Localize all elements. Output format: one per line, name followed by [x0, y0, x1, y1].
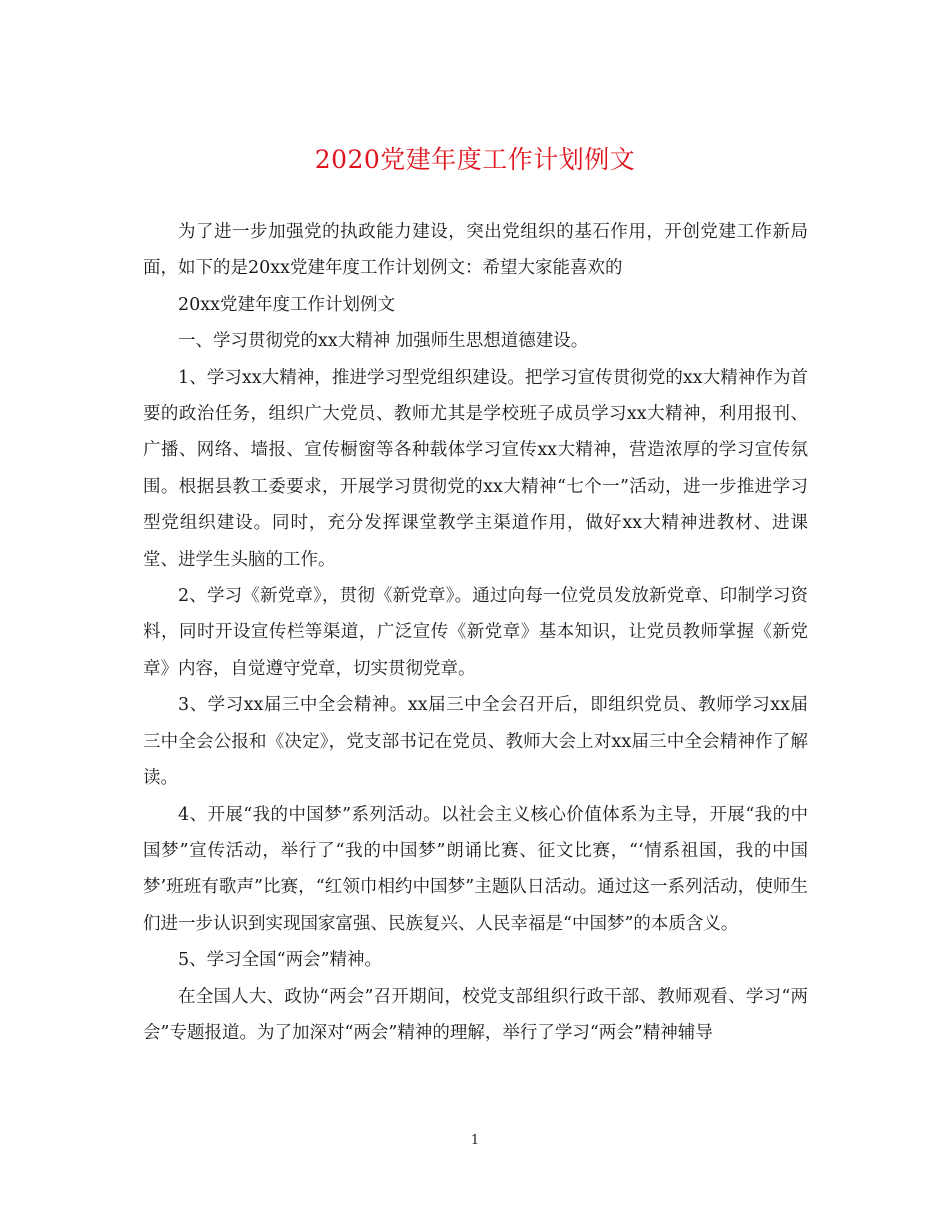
item-paragraph-1: 1、学习xx大精神，推进学习型党组织建设。把学习宣传贯彻党的xx大精神作为首要的政治任务，组织广大党员、教师尤其是学校班子成员学习xx大精神，利用报刊、广播、网络、墙报、宣传橱窗等各种载体学习宣传xx大精神，营造浓厚的学习宣传氛围。根据县教工委要求，开展学习贯彻党的xx大精神“七个一”活动，进一步推进学习型党组织建设。同时，充分发挥课堂教学主渠道作用，做好xx大精神进教材、进课堂、进学生头脑的工作。 [143, 367, 808, 570]
subtitle-paragraph: 20xx党建年度工作计划例文 [178, 294, 396, 315]
item-paragraph-3: 3、学习xx届三中全会精神。xx届三中全会召开后，即组织党员、教师学习xx届三中全会公报和《决定》，党支部书记在党员、教师大会上对xx届三中全会精神作了解读。 [143, 695, 808, 789]
item-paragraph-2: 2、学习《新党章》，贯彻《新党章》。通过向每一位党员发放新党章、印制学习资料，同时开设宣传栏等渠道，广泛宣传《新党章》基本知识，让党员教师掌握《新党章》内容，自觉遵守党章，切实贯彻党章。 [143, 586, 808, 679]
intro-paragraph: 为了进一步加强党的执政能力建设，突出党组织的基石作用，开创党建工作新局面，如下的是20xx党建年度工作计划例文：希望大家能喜欢的 [143, 222, 808, 279]
item-paragraph-4: 4、开展“我的中国梦”系列活动。以社会主义核心价值体系为主导，开展“我的中国梦”宣传活动，举行了“我的中国梦”朗诵比赛、征文比赛，“‘情系祖国，我的中国梦’班班有歌声”比赛，“红领巾相约中国梦”主题队日活动。通过这一系列活动，使师生们进一步认识到实现国家富强、民族复兴、人民幸福是“中国梦”的本质含义。 [143, 804, 808, 934]
page-number: 1 [470, 1133, 480, 1148]
document-title: 2020党建年度工作计划例文 [314, 145, 636, 174]
body-paragraph-final: 在全国人大、政协“两会”召开期间，校党支部组织行政干部、教师观看、学习“两会”专题报道。为了加深对“两会”精神的理解，举行了学习“两会”精神辅导 [143, 986, 808, 1043]
document-body [143, 214, 808, 1051]
item-paragraph-5: 5、学习全国“两会”精神。 [178, 950, 383, 971]
section-heading-1: 一、学习贯彻党的xx大精神 加强师生思想道德建设。 [178, 331, 589, 352]
